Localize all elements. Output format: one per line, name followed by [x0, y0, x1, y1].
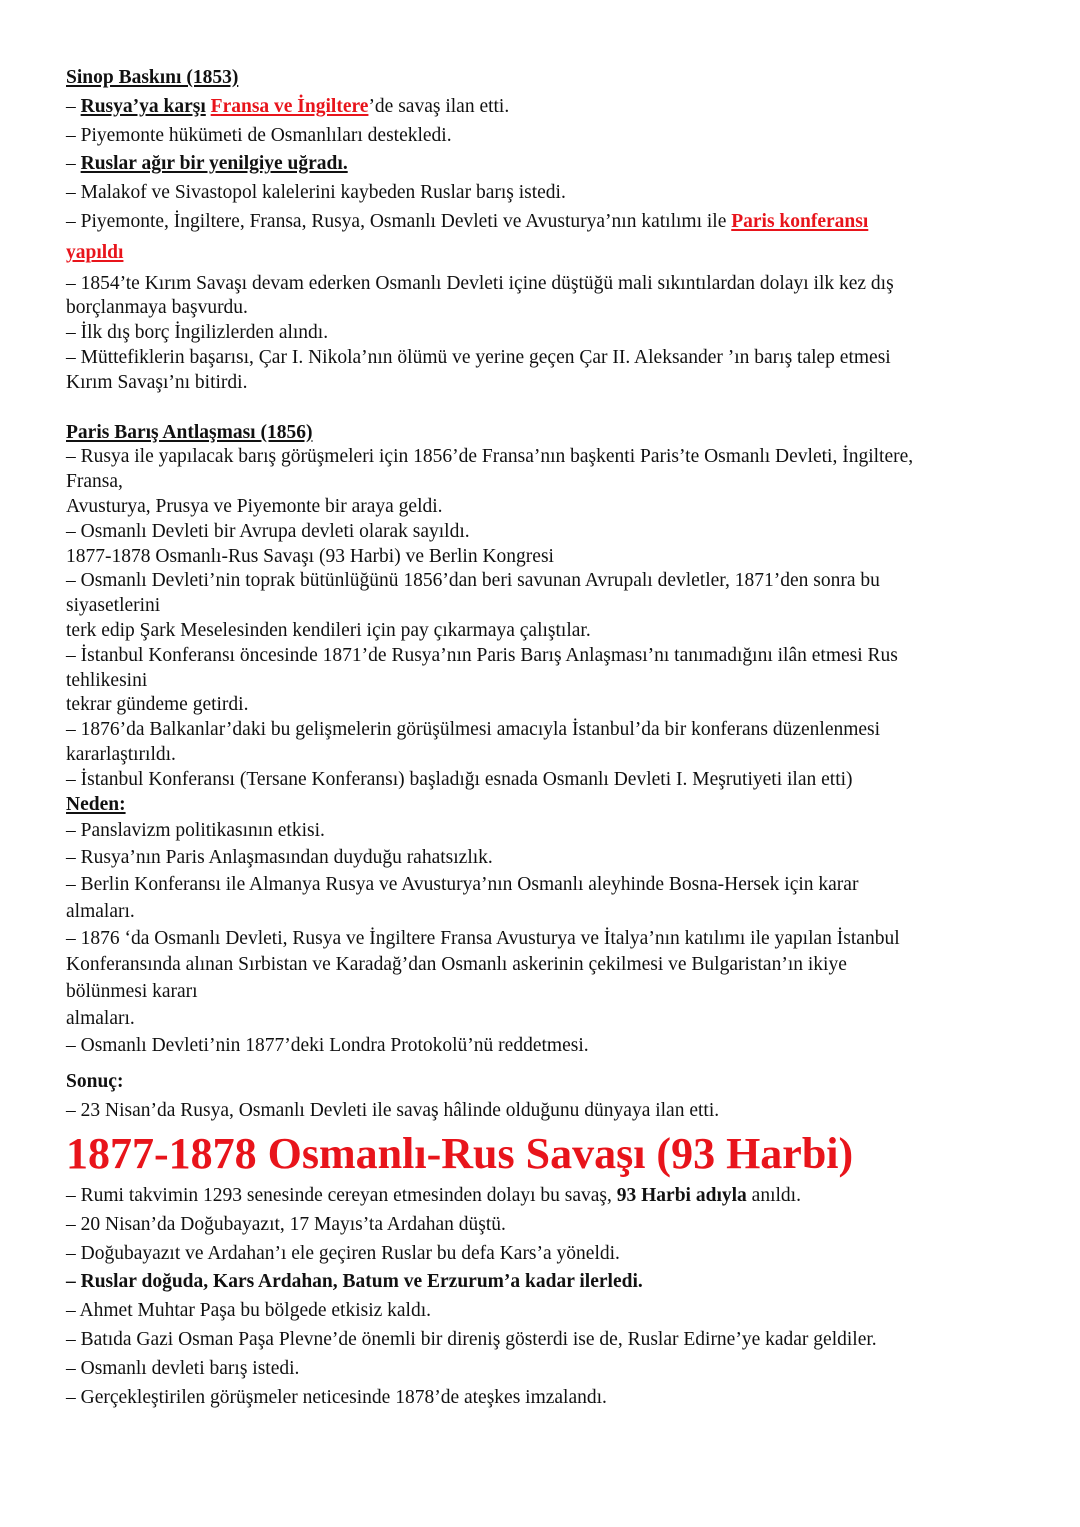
- body-line: Konferansında alınan Sırbistan ve Karadağ’dan Osmanlı askerinin çekilmesi ve Bulgaristan’ın ikiye: [66, 954, 847, 976]
- body-line: – Berlin Konferansı ile Almanya Rusya ve Avusturya’nın Osmanlı aleyhinde Bosna-Hersek için karar: [66, 873, 859, 895]
- bullet-line-bold: – Ruslar doğuda, Kars Ardahan, Batum ve Erzurum’a kadar ilerledi.: [66, 1271, 643, 1293]
- bullet-line: – Piyemonte hükümeti de Osmanlıları destekledi.: [66, 124, 452, 146]
- dash: –: [66, 153, 81, 175]
- body-line: kararlaştırıldı.: [66, 743, 176, 765]
- section-neden: [66, 793, 1026, 1059]
- body-line: almaları.: [66, 900, 135, 922]
- body-line: – Rusya ile yapılacak barış görüşmeleri için 1856’de Fransa’nın başkenti Paris’te Osmanlı Devleti, İngiltere,: [66, 446, 914, 468]
- body-line: 1877-1878 Osmanlı-Rus Savaşı (93 Harbi) ve Berlin Kongresi: [66, 545, 554, 567]
- bullet-line: – Doğubayazıt ve Ardahan’ı ele geçiren Ruslar bu defa Kars’a yöneldi.: [66, 1242, 620, 1264]
- bullet-line: – Batıda Gazi Osman Paşa Plevne’de önemli bir direniş gösterdi ise de, Ruslar Edirne’ye kadar geldiler.: [66, 1329, 877, 1351]
- emphasis-text: Rusya’ya karşı: [80, 95, 206, 117]
- body-line: – Osmanlı Devleti’nin toprak bütünlüğünü 1856’dan beri savunan Avrupalı devletler, 1871’den sonra bu: [66, 570, 880, 592]
- body-line: – Panslavizm politikasının etkisi.: [66, 820, 325, 842]
- bullet-line: – Osmanlı devleti barış istedi.: [66, 1357, 300, 1379]
- bullet-line: [66, 95, 1026, 120]
- spacer: [66, 396, 1026, 421]
- body-line: – 1876 ‘da Osmanlı Devleti, Rusya ve İngiltere Fransa Avusturya ve İtalya’nın katılımı ile yapılan İstanbul: [66, 927, 900, 949]
- dash: –: [66, 95, 81, 117]
- bullet-line: – İlk dış borç İngilizlerden alındı.: [66, 322, 329, 344]
- body-line: tekrar gündeme getirdi.: [66, 694, 249, 716]
- bullet-line: – Gerçekleştirilen görüşmeler neticesinde 1878’de ateşkes imzalandı.: [66, 1386, 607, 1408]
- line-text: ’de savaş ilan etti.: [368, 95, 510, 117]
- body-line: – Rusya’nın Paris Anlaşmasından duyduğu rahatsızlık.: [66, 847, 493, 869]
- body-line: almaları.: [66, 1007, 135, 1029]
- continuation-line: borçlanmaya başvurdu.: [66, 297, 248, 319]
- body-line: Avusturya, Prusya ve Piyemonte bir araya geldi.: [66, 495, 443, 517]
- section-title-sonuc: Sonuç:: [66, 1071, 124, 1093]
- highlight-red-text: yapıldı: [66, 241, 124, 263]
- section-title-sinop: Sinop Baskını (1853): [66, 67, 239, 88]
- body-line: terk edip Şark Meselesinden kendileri için pay çıkarmaya çalıştılar.: [66, 619, 591, 641]
- bullet-line: – Ahmet Muhtar Paşa bu bölgede etkisiz kaldı.: [66, 1300, 432, 1322]
- bullet-line: – 20 Nisan’da Doğubayazıt, 17 Mayıs’ta Ardahan düştü.: [66, 1213, 506, 1235]
- emphasis-text: 93 Harbi adıyla: [616, 1185, 747, 1207]
- continuation-line: Kırım Savaşı’nı bitirdi.: [66, 371, 248, 393]
- highlight-red-text: Paris konferansı: [731, 210, 869, 232]
- line-text: anıldı.: [746, 1185, 801, 1207]
- bullet-line: [66, 210, 1026, 235]
- body-line: Fransa,: [66, 471, 123, 493]
- spacer: [66, 1058, 1026, 1070]
- section-sinop: [66, 66, 1026, 396]
- bullet-line: [66, 1184, 1026, 1209]
- section-93-harbi: [66, 1128, 1026, 1410]
- body-line: – 23 Nisan’da Rusya, Osmanlı Devleti ile savaş hâlinde olduğunu dünyaya ilan etti.: [66, 1100, 720, 1122]
- emphasis-text: Ruslar ağır bir yenilgiye uğradı.: [80, 153, 348, 175]
- bullet-line: [66, 152, 1026, 177]
- body-line: – İstanbul Konferansı (Tersane Konferansı) başladığı esnada Osmanlı Devleti I. Meşrutiyeti ilan etti): [66, 768, 853, 790]
- line-text: – Piyemonte, İngiltere, Fransa, Rusya, Osmanlı Devleti ve Avusturya’nın katılımı ile: [66, 210, 732, 232]
- section-title-paris: Paris Barış Antlaşması (1856): [66, 421, 313, 443]
- line-text: – Rumi takvimin 1293 senesinde cereyan etmesinden dolayı bu savaş,: [66, 1185, 617, 1207]
- body-line: siyasetlerini: [66, 595, 161, 617]
- highlight-red-text: Fransa ve İngiltere: [210, 95, 369, 117]
- section-title-neden: Neden:: [66, 793, 126, 815]
- bullet-line: – Malakof ve Sivastopol kalelerini kaybeden Ruslar barış istedi.: [66, 182, 566, 204]
- section-sonuc: [66, 1070, 1026, 1124]
- body-line: tehlikesini: [66, 669, 148, 691]
- body-line: – 1876’da Balkanlar’daki bu gelişmelerin görüşülmesi amacıyla İstanbul’da bir konferans düzenlenmesi: [66, 719, 881, 741]
- body-line: – Osmanlı Devleti bir Avrupa devleti olarak sayıldı.: [66, 520, 470, 542]
- bullet-line: – Müttefiklerin başarısı, Çar I. Nikola’nın ölümü ve yerine geçen Çar II. Aleksander ’ın barış talep etmesi: [66, 346, 891, 368]
- body-line: – İstanbul Konferansı öncesinde 1871’de Rusya’nın Paris Barış Anlaşması’nı tanımadığını ilân etmesi Rus: [66, 644, 898, 666]
- body-line: bölünmesi kararı: [66, 981, 198, 1003]
- body-line: – Osmanlı Devleti’nin 1877’deki Londra Protokolü’nü reddetmesi.: [66, 1034, 589, 1056]
- section-paris: [66, 421, 1026, 793]
- document-page: [66, 66, 1026, 1410]
- bullet-line: – 1854’te Kırım Savaşı devam ederken Osmanlı Devleti içine düştüğü mali sıkıntılardan dolayı ilk kez dış: [66, 272, 894, 294]
- heading-93-harbi: 1877-1878 Osmanlı-Rus Savaşı (93 Harbi): [66, 1129, 854, 1179]
